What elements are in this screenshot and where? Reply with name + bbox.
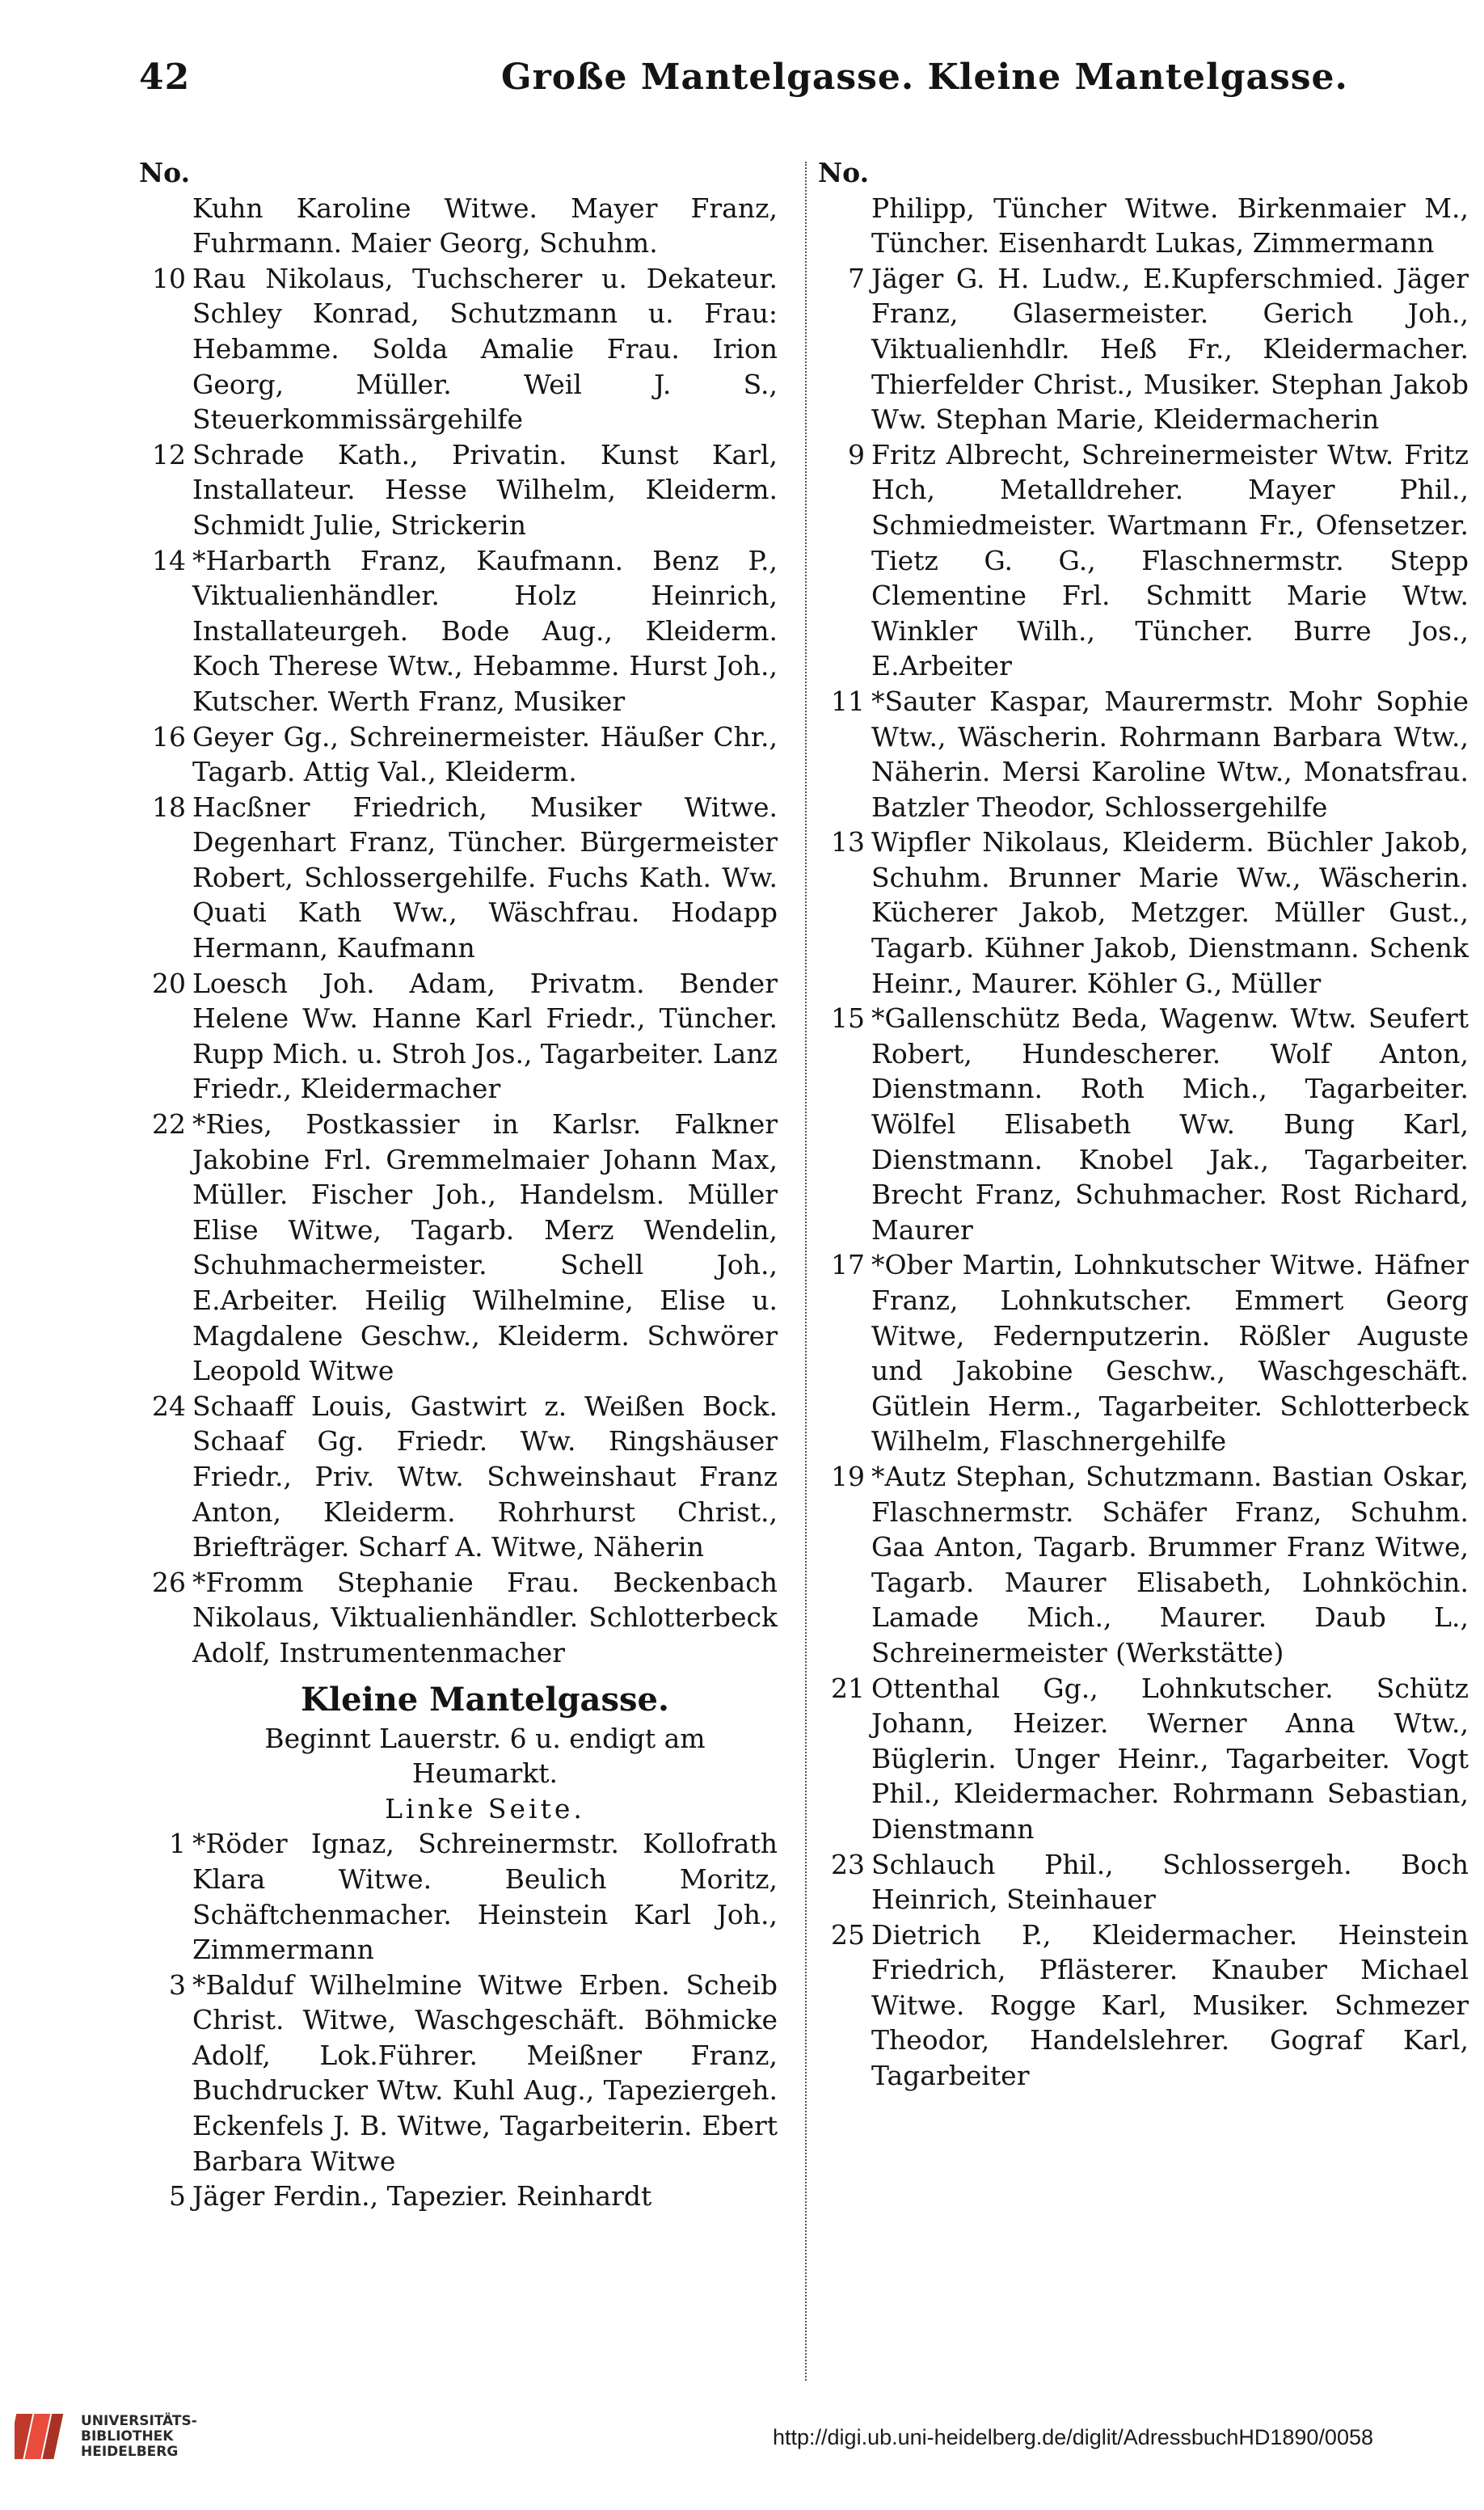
entry-text: *Harbarth Franz, Kaufmann. Benz P., Viktualienhändler. Holz Heinrich, Installateurgeh. Bode Aug., Kleiderm. Koch Therese Wtw., Hebamme. Hurst Joh., Kutscher. Werth Franz, Musiker xyxy=(192,544,778,717)
left-entries xyxy=(139,191,778,1671)
house-entry xyxy=(139,1565,778,1671)
house-entry xyxy=(139,543,778,719)
logo-line: BIBLIOTHEK xyxy=(81,2428,174,2445)
house-entry xyxy=(139,261,778,437)
entry-text: Schaaff Louis, Gastwirt z. Weißen Bock. Schaaf Gg. Friedr. Ww. Ringshäuser Friedr., Priv. Wtw. Schweinshaut Franz Anton, Kleiderm. Rohrhurst Christ., Briefträger. Scharf A. Witwe, Näherin xyxy=(192,1390,778,1563)
entry-text: Wipfler Nikolaus, Kleiderm. Büchler Jakob, Schuhm. Brunner Marie Ww., Wäscherin. Kücherer Jakob, Metzger. Müller Gust., Tagarb. Kühner Jakob, Dienstmann. Schenk Heinr., Maurer. Köhler G., Müller xyxy=(871,826,1469,999)
house-entry xyxy=(818,1247,1469,1459)
entry-text: Jäger G. H. Ludw., E.Kupferschmied. Jäger Franz, Glasermeister. Gerich Joh., Viktualienhdlr. Heß Fr., Kleidermacher. Thierfelder Christ., Musiker. Stephan Jakob Ww. Stephan Marie, Kleidermacherin xyxy=(871,262,1469,436)
entry-text: *Fromm Stephanie Frau. Beckenbach Nikolaus, Viktualienhändler. Schlotterbeck Adolf, Instrumentenmacher xyxy=(192,1566,778,1668)
page-number: 42 xyxy=(139,57,191,98)
entry-text: *Autz Stephan, Schutzmann. Bastian Oskar, Flaschnermstr. Schäfer Franz, Schuhm. Gaa Anton, Tagarb. Brummer Franz Witwe, Tagarb. Maurer Elisabeth, Lohnköchin. Lamade Mich., Maurer. Daub L., Schreinermeister (Werkstätte) xyxy=(871,1460,1469,1668)
house-entry xyxy=(139,1968,778,2179)
entry-text: Loesch Joh. Adam, Privatm. Bender Helene Ww. Hanne Karl Friedr., Tüncher. Rupp Mich. u. Stroh Jos., Tagarbeiter. Lanz Friedr., Kleidermacher xyxy=(192,967,778,1105)
right-column xyxy=(818,155,1469,2094)
house-number: 26 xyxy=(152,1566,186,1598)
entry-text: Jäger Ferdin., Tapezier. Reinhardt xyxy=(192,2180,652,2213)
entry-text: *Röder Ignaz, Schreinermstr. Kollofrath Klara Witwe. Beulich Moritz, Schäftchenmacher. Heinstein Karl Joh., Zimmermann xyxy=(192,1828,778,1966)
house-number: 19 xyxy=(831,1460,865,1492)
house-number: 9 xyxy=(848,438,865,470)
house-number: 20 xyxy=(152,967,186,999)
house-number: 5 xyxy=(169,2180,186,2213)
house-number: 7 xyxy=(848,262,865,294)
house-number: 15 xyxy=(831,1002,865,1035)
entry-text: Dietrich P., Kleidermacher. Heinstein Friedrich, Pflästerer. Knauber Michael Witwe. Rogge Karl, Musiker. Schmezer Theodor, Handelslehrer. Gograf Karl, Tagarbeiter xyxy=(871,1918,1469,2092)
house-number: 21 xyxy=(831,1672,865,1704)
house-number: 22 xyxy=(152,1108,186,1141)
house-number: 16 xyxy=(152,720,186,753)
running-title: Große Mantelgasse. Kleine Mantelgasse. xyxy=(501,57,1348,98)
house-entry xyxy=(818,191,1469,261)
source-url[interactable]: http://digi.ub.uni-heidelberg.de/diglit/AdressbuchHD1890/0058 xyxy=(773,2425,1374,2449)
house-number: 10 xyxy=(152,262,186,294)
entry-text: *Balduf Wilhelmine Witwe Erben. Scheib Christ. Witwe, Waschgeschäft. Böhmicke Adolf, Lok.Führer. Meißner Franz, Buchdrucker Wtw. Kuhl Aug., Tapeziergeh. Eckenfels J. B. Witwe, Tagarbeiterin. Ebert Barbara Witwe xyxy=(192,1968,778,2177)
entry-text: Fritz Albrecht, Schreinermeister Wtw. Fritz Hch, Metalldreher. Mayer Phil., Schmiedmeister. Wartmann Fr., Ofensetzer. Tietz G. G., Flaschnermstr. Stepp Clementine Frl. Schmitt Marie Wtw. Winkler Wilh., Tüncher. Burre Jos., E.Arbeiter xyxy=(871,438,1469,682)
house-entry xyxy=(818,1671,1469,1847)
house-entry xyxy=(818,261,1469,437)
house-number: 3 xyxy=(169,1968,186,2001)
library-logo-text xyxy=(81,2414,197,2460)
house-entry xyxy=(139,437,778,543)
house-number: 17 xyxy=(831,1249,865,1281)
house-entry xyxy=(139,191,778,261)
house-entry xyxy=(818,1001,1469,1247)
house-entry xyxy=(818,1459,1469,1671)
house-entry xyxy=(818,1847,1469,1917)
house-number: 23 xyxy=(831,1848,865,1880)
house-number: 1 xyxy=(169,1828,186,1860)
section-subtitle: Beginnt Lauerstr. 6 u. endigt am Heumarkt. xyxy=(264,1722,706,1790)
entry-text: Kuhn Karoline Witwe. Mayer Franz, Fuhrmann. Maier Georg, Schuhm. xyxy=(192,192,778,259)
section-title: Kleine Mantelgasse. xyxy=(301,1680,669,1719)
entry-text: *Gallenschütz Beda, Wagenw. Wtw. Seufert Robert, Hundescherer. Wolf Anton, Dienstmann. Roth Mich., Tagarbeiter. Wölfel Elisabeth Ww. Bung Karl, Dienstmann. Knobel Jak., Tagarbeiter. Brecht Franz, Schuhmacher. Rost Richard, Maurer xyxy=(871,1002,1469,1246)
house-number: 18 xyxy=(152,791,186,823)
house-entry xyxy=(818,684,1469,825)
house-number: 12 xyxy=(152,438,186,470)
house-number: 25 xyxy=(831,1918,865,1951)
no-label: No. xyxy=(818,157,870,188)
house-number: 11 xyxy=(831,685,865,717)
house-entry xyxy=(818,825,1469,1001)
house-number: 14 xyxy=(152,544,186,576)
house-entry xyxy=(818,1917,1469,2094)
entry-text: *Ries, Postkassier in Karlsr. Falkner Jakobine Frl. Gremmelmaier Johann Max, Müller. Fischer Joh., Handelsm. Müller Elise Witwe, Tagarb. Merz Wendelin, Schuhmachermeister. Schell Joh., E.Arbeiter. Heilig Wilhelmine, Elise u. Magdalene Geschw., Kleiderm. Schwörer Leopold Witwe xyxy=(192,1108,778,1387)
library-logo-icon xyxy=(15,2407,71,2464)
column-divider xyxy=(805,162,807,2381)
house-entry xyxy=(139,790,778,966)
house-entry xyxy=(818,437,1469,684)
entry-text: *Sauter Kaspar, Maurermstr. Mohr Sophie Wtw., Wäscherin. Rohrmann Barbara Wtw., Näherin. Mersi Karoline Wtw., Monatsfrau. Batzler Theodor, Schlossergehilfe xyxy=(871,685,1469,823)
left-column xyxy=(139,155,778,2214)
house-entry xyxy=(139,2179,778,2214)
no-label: No. xyxy=(139,157,191,188)
entry-text: Geyer Gg., Schreinermeister. Häußer Chr., Tagarb. Attig Val., Kleiderm. xyxy=(192,720,778,788)
entry-text: Hacßner Friedrich, Musiker Witwe. Degenhart Franz, Tüncher. Bürgermeister Robert, Schlossergehilfe. Fuchs Kath. Ww. Quati Kath Ww., Wäschfrau. Hodapp Hermann, Kaufmann xyxy=(192,791,778,964)
logo-line: HEIDELBERG xyxy=(81,2444,179,2460)
house-entry xyxy=(139,1107,778,1389)
entry-text: Ottenthal Gg., Lohnkutscher. Schütz Johann, Heizer. Werner Anna Wtw., Büglerin. Unger Heinr., Tagarbeiter. Vogt Phil., Kleidermacher. Rohrmann Sebastian, Dienstmann xyxy=(871,1672,1469,1845)
entry-text: Rau Nikolaus, Tuchscherer u. Dekateur. Schley Konrad, Schutzmann u. Frau: Hebamme. Solda Amalie Frau. Irion Georg, Müller. Weil J. S., Steuerkommissärgehilfe xyxy=(192,262,778,436)
house-entry xyxy=(139,1389,778,1565)
logo-line: UNIVERSITÄTS- xyxy=(81,2413,197,2429)
entry-text: Philipp, Tüncher Witwe. Birkenmaier M., Tüncher. Eisenhardt Lukas, Zimmermann xyxy=(871,192,1469,259)
entry-text: Schrade Kath., Privatin. Kunst Karl, Installateur. Hesse Wilhelm, Kleiderm. Schmidt Julie, Strickerin xyxy=(192,438,778,541)
entry-text: Schlauch Phil., Schlossergeh. Boch Heinrich, Steinhauer xyxy=(871,1848,1469,1916)
right-entries xyxy=(818,191,1469,2094)
house-number: 24 xyxy=(152,1390,186,1422)
entry-text: *Ober Martin, Lohnkutscher Witwe. Häfner Franz, Lohnkutscher. Emmert Georg Witwe, Federnputzerin. Rößler Auguste und Jakobine Geschw., Waschgeschäft. Gütlein Herm., Tagarbeiter. Schlotterbeck Wilhelm, Flaschnergehilfe xyxy=(871,1249,1469,1457)
left-entries-section xyxy=(139,1826,778,2214)
house-number: 13 xyxy=(831,826,865,858)
side-title: Linke Seite. xyxy=(385,1792,585,1824)
house-entry xyxy=(139,719,778,790)
house-entry xyxy=(139,966,778,1107)
house-entry xyxy=(139,1826,778,1967)
